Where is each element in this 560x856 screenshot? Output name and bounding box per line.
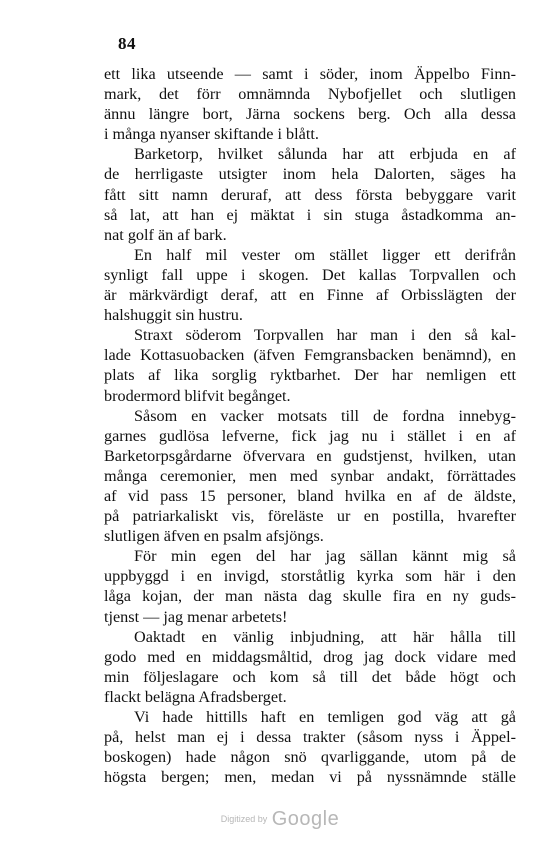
text-line: ett lika utseende — samt i söder, inom Äppelbo Finn- [104,65,516,83]
text-line: högsta bergen; men, medan vi på nyssnämnde ställe [104,768,516,787]
text-line: tjenst — jag menar arbetets! [104,607,288,626]
text-line: boskogen) hade någon snö qvarliggande, utom på de [104,748,516,767]
text-line: plats af lika sorglig ryktbarhet. Der har nemligen ett [104,366,516,385]
text-line: Straxt söderom Torpvallen har man i den så kal- [134,326,516,345]
page-number: 84 [118,34,136,53]
text-line: de herrligaste utsigter inom hela Dalorten, säges ha [104,165,516,184]
text-line: brodermord blifvit begånget. [104,386,291,405]
text-line: flackt belägna Afradsberget. [104,687,287,706]
text-line: godo med en middagsmåltid, drog jag dock vidare med [104,647,516,666]
text-line: nat golf än af bark. [104,225,227,244]
text-line: slutligen äfven en psalm afsjöngs. [104,527,324,546]
body-text [104,64,516,787]
text-line: Barketorpsgårdarne öfvervara en gudstjenst, hvilken, utan [104,446,516,465]
google-logo: Google [271,808,340,830]
text-line: lade Kottasuobacken (äfven Femgransbacken benämnd), en [104,346,516,365]
text-line: uppbyggd i en invigd, storståtlig kyrka som här i den [104,567,516,586]
text-line: Oaktadt en vänlig inbjudning, att här hålla till [134,627,516,646]
text-line: För min egen del har jag sällan kännt mig så [134,547,516,566]
text-line: i många nyanser skiftande i blått. [104,125,319,144]
text-line: halshuggit sin hustru. [104,306,243,325]
text-line: synligt fall uppe i skogen. Det kallas Torpvallen och [104,265,516,284]
digitization-watermark [0,808,560,831]
digitized-by-label: Digitized by [220,814,268,824]
text-line: min följeslagare och kom så till det både högt och [104,667,516,686]
text-line: många ceremonier, men med synbar andakt, förrättades [104,466,516,485]
text-line: garnes gudlösa lefverne, fick jag nu i stället i en af [104,426,516,445]
text-line: Vi hade hittills haft en temligen god väg att gå [134,708,516,726]
text-line: Barketorp, hvilket sålunda har att erbjuda en af [134,145,516,164]
text-line: Såsom en vacker motsats till de fordna innebyg- [134,406,516,425]
text-line: på patriarkaliskt vis, föreläste ur en postilla, hvarefter [104,507,516,526]
text-line: af vid pass 15 personer, bland hvilka en af de äldste, [104,486,516,505]
text-line: låga kojan, der man nästa dag skulle fira en ny guds- [104,587,516,606]
text-line: på, helst man ej i dessa trakter (såsom nyss i Äppel- [104,728,516,747]
text-line: så lat, att han ej mäktat i sin stuga åstadkomma an- [104,205,516,224]
text-line: mark, det förr omnämnda Nybofjellet och slutligen [104,85,516,104]
text-line: är märkvärdigt deraf, att en Finne af Orbisslägten der [104,286,516,305]
text-line: ännu längre bort, Järna sockens berg. Och alla dessa [104,105,516,124]
text-line: fått sitt namn deruraf, att dess första bebyggare varit [104,185,516,204]
text-line: En half mil vester om stället ligger ett derifrån [134,245,516,264]
